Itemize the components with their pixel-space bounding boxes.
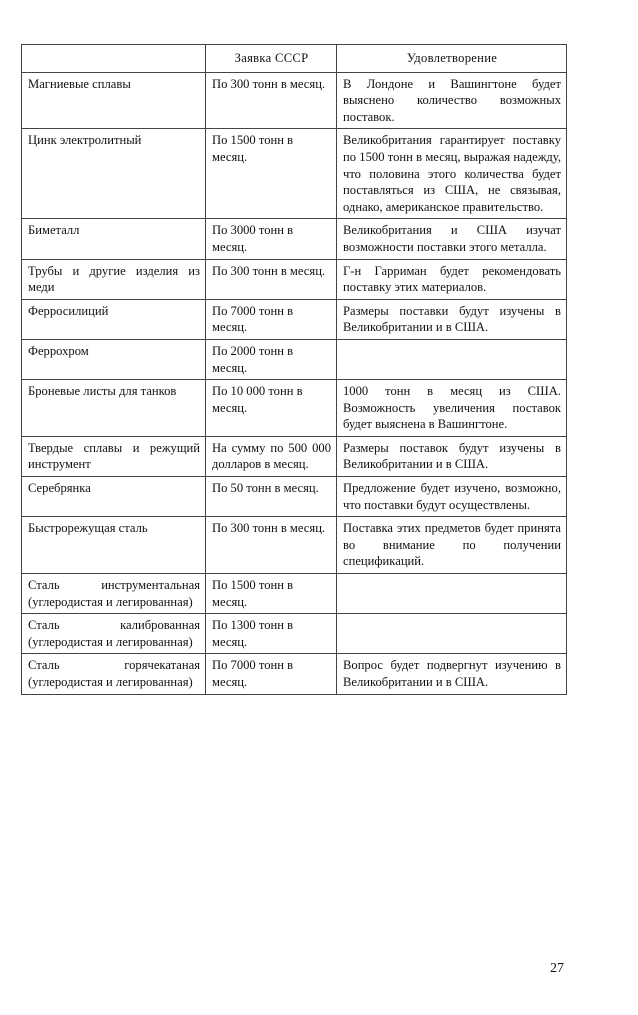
table-row	[22, 614, 567, 654]
fulfillment-cell	[337, 574, 567, 614]
table-row	[22, 72, 567, 129]
material-cell: Ферросилиций	[22, 299, 206, 339]
request-cell: По 3000 тонн в месяц.	[206, 219, 337, 259]
fulfillment-cell	[337, 339, 567, 379]
material-cell: Магниевые сплавы	[22, 72, 206, 129]
table-row	[22, 654, 567, 694]
material-cell: Трубы и другие изделия из меди	[22, 259, 206, 299]
table-row	[22, 477, 567, 517]
material-cell: Сталь горячекатаная (углеродистая и легированная)	[22, 654, 206, 694]
request-cell: По 1500 тонн в месяц.	[206, 574, 337, 614]
table-row	[22, 574, 567, 614]
material-cell: Сталь калиброванная (углеродистая и легированная)	[22, 614, 206, 654]
table-row	[22, 517, 567, 574]
fulfillment-cell: Великобритания и США изучат возможности поставки этого металла.	[337, 219, 567, 259]
fulfillment-cell: Великобритания гарантирует поставку по 1500 тонн в месяц, выражая надежду, что половина этого количества будет поставляться из США, не связывая, однако, американское правительство.	[337, 129, 567, 219]
fulfillment-cell: Размеры поставки будут изучены в Великобритании и в США.	[337, 299, 567, 339]
material-cell: Серебрянка	[22, 477, 206, 517]
material-cell: Феррохром	[22, 339, 206, 379]
fulfillment-cell: Предложение будет изучено, возможно, что поставки будут осуществлены.	[337, 477, 567, 517]
request-cell: По 10 000 тонн в месяц.	[206, 380, 337, 437]
request-cell: По 300 тонн в месяц.	[206, 517, 337, 574]
table-header-row	[22, 45, 567, 73]
fulfillment-cell: Г-н Гарриман будет рекомендовать поставку этих материалов.	[337, 259, 567, 299]
fulfillment-cell: 1000 тонн в месяц из США. Возможность увеличения поставок будет выяснена в Вашингтоне.	[337, 380, 567, 437]
request-cell: По 300 тонн в месяц.	[206, 259, 337, 299]
material-cell: Биметалл	[22, 219, 206, 259]
request-cell: По 50 тонн в месяц.	[206, 477, 337, 517]
fulfillment-cell: Вопрос будет подвергнут изучению в Великобритании и в США.	[337, 654, 567, 694]
request-cell: По 7000 тонн в месяц.	[206, 299, 337, 339]
header-ussr-request: Заявка СССР	[206, 45, 337, 73]
table-row	[22, 259, 567, 299]
request-cell: По 1500 тонн в месяц.	[206, 129, 337, 219]
fulfillment-cell: Размеры поставок будут изучены в Великобритании и в США.	[337, 436, 567, 476]
header-material	[22, 45, 206, 73]
table-row	[22, 380, 567, 437]
request-cell: По 2000 тонн в месяц.	[206, 339, 337, 379]
material-cell: Сталь инструментальная (углеродистая и легированная)	[22, 574, 206, 614]
request-cell: По 7000 тонн в месяц.	[206, 654, 337, 694]
material-cell: Быстрорежущая сталь	[22, 517, 206, 574]
supply-table	[21, 44, 567, 695]
request-cell: По 1300 тонн в месяц.	[206, 614, 337, 654]
table-row	[22, 339, 567, 379]
table-row	[22, 129, 567, 219]
page-number: 27	[550, 961, 564, 976]
material-cell: Броневые листы для танков	[22, 380, 206, 437]
table-row	[22, 436, 567, 476]
request-cell: По 300 тонн в месяц.	[206, 72, 337, 129]
fulfillment-cell: В Лондоне и Вашингтоне будет выяснено количество возможных поставок.	[337, 72, 567, 129]
table-row	[22, 219, 567, 259]
fulfillment-cell	[337, 614, 567, 654]
header-fulfillment: Удовлетворение	[337, 45, 567, 73]
table-row	[22, 299, 567, 339]
request-cell: На сумму по 500 000 долларов в месяц.	[206, 436, 337, 476]
fulfillment-cell: Поставка этих предметов будет принята во внимание по получении спецификаций.	[337, 517, 567, 574]
material-cell: Цинк электролитный	[22, 129, 206, 219]
material-cell: Твердые сплавы и режущий инструмент	[22, 436, 206, 476]
